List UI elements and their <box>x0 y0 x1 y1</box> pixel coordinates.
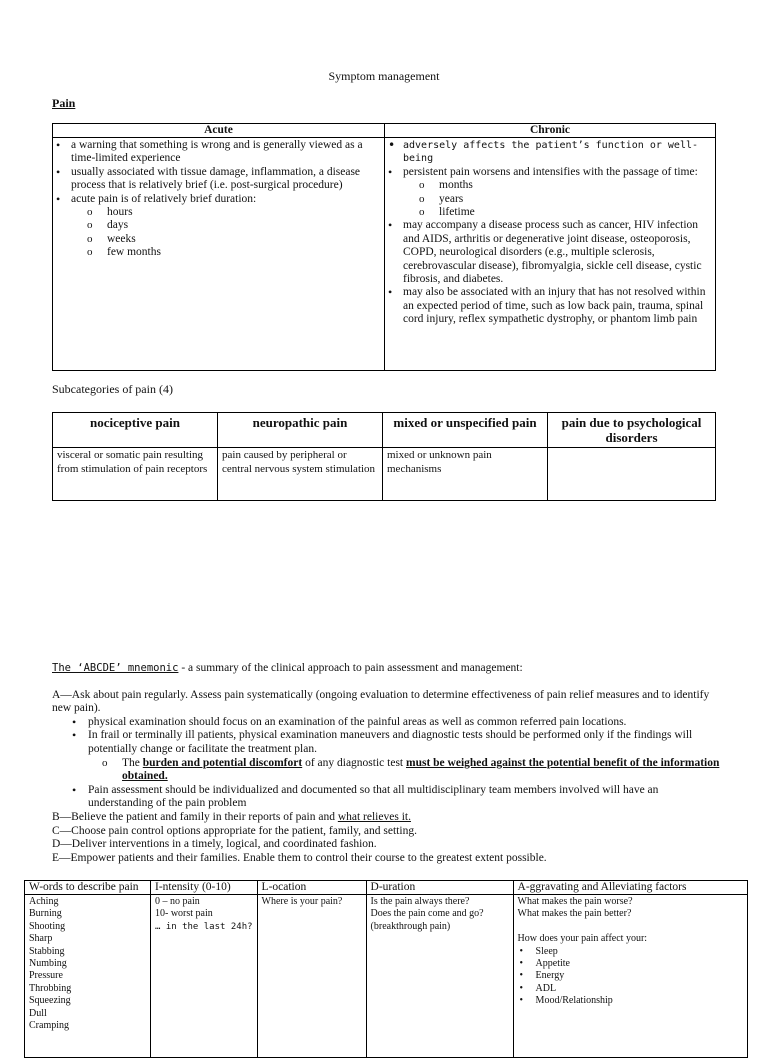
pain-heading: Pain <box>52 96 76 110</box>
pain-word: Cramping <box>29 1020 69 1032</box>
words-cell <box>25 895 151 1058</box>
chronic-bullet: • may accompany a disease process such as cancer, HIV infection and AIDS, arthritis or degenerative joint disease, osteoporosis, COPD, neurological disorders (e.g., multiple sclerosis, cerebrovascular disease), fibromyalgia, sickle cell disease, cystic fibrosis, and diabetes. <box>403 219 713 286</box>
acute-duration-item: o weeks <box>107 233 382 246</box>
abcde-a-subbullet <box>122 757 722 784</box>
pain-word: Squeezing <box>29 995 71 1007</box>
affect-item: • Sleep <box>536 946 743 958</box>
abcde-a-sub-text: The <box>122 756 143 769</box>
pain-word: Dull <box>29 1007 47 1019</box>
abcde-a-bullet <box>88 729 722 783</box>
acute-header: Acute <box>53 124 385 138</box>
chronic-duration-item: o lifetime <box>439 206 713 219</box>
pain-word: Stabbing <box>29 945 65 957</box>
duration-line: (breakthrough pain) <box>370 920 451 932</box>
page-title: Symptom management <box>328 69 440 83</box>
affect-question: How does your pain affect your: <box>517 933 648 945</box>
aggravating-line: What makes the pain worse? <box>517 896 633 907</box>
subcategory-header: mixed or unspecified pain <box>383 413 548 448</box>
subcategory-cell: pain caused by peripheral or central nervous system stimulation <box>218 448 383 501</box>
abcde-a-sub-text: of any diagnostic test <box>302 756 406 769</box>
abcde-a-bullet-text: In frail or terminally ill patients, physical examination maneuvers and diagnostic tests should be performed only if the findings will potentially change or facilitate the treatment plan. <box>88 729 693 755</box>
chronic-duration-intro: persistent pain worsens and intensifies with the passage of time: <box>403 165 698 178</box>
abcde-b <box>52 811 722 825</box>
acute-chronic-table <box>52 123 716 371</box>
subcategories-label: Subcategories of pain (4) <box>52 382 173 396</box>
abcde-a: A—Ask about pain regularly. Assess pain systematically (ongoing evaluation to determine effectiveness of pain relief measures and to identify new pain). <box>52 688 710 715</box>
chronic-duration-item: o years <box>439 193 713 206</box>
acute-duration-item: o few months <box>107 246 382 259</box>
affect-item: • Energy <box>536 970 743 982</box>
intensity-cell <box>151 895 258 1058</box>
subcategory-header: nociceptive pain <box>53 413 218 448</box>
acute-duration-intro: acute pain is of relatively brief duration: <box>71 192 257 205</box>
pain-word: Shooting <box>29 920 66 932</box>
abcde-a-sub-bold: burden and potential discomfort <box>142 756 303 769</box>
duration-line: Is the pain always there? <box>370 896 470 907</box>
abcde-intro-term: The ‘ABCDE’ mnemonic <box>52 662 179 674</box>
aggravating-cell <box>513 895 747 1058</box>
abcde-a-sub-bold: must be weighed against the potential benefit of the information obtained. <box>122 756 720 783</box>
acute-duration-item: o hours <box>107 206 382 219</box>
duration-cell <box>366 895 513 1058</box>
abcde-intro <box>52 662 722 676</box>
pain-word: Burning <box>29 908 62 920</box>
acute-bullet: • usually associated with tissue damage, inflammation, a disease process that is relatively brief (i.e. post-surgical procedure) <box>71 166 382 193</box>
pain-word: Numbing <box>29 958 67 970</box>
abcde-c: C—Choose pain control options appropriate for the patient, family, and setting. <box>52 824 417 837</box>
subcategory-header: pain due to psychological disorders <box>548 413 716 448</box>
location-line: Where is your pain? <box>261 896 343 907</box>
wildaa-table <box>24 880 748 1058</box>
pain-word: Sharp <box>29 933 53 945</box>
acute-bullet <box>71 193 382 260</box>
affect-item: • Appetite <box>536 958 743 970</box>
abcde-intro-rest: - a summary of the clinical approach to pain assessment and management: <box>178 662 523 674</box>
wildaa-header: D-uration <box>366 881 513 895</box>
subcategory-cell <box>548 448 716 501</box>
subcategory-cell: visceral or somatic pain resulting from stimulation of pain receptors <box>53 448 218 501</box>
wildaa-header: W-ords to describe pain <box>25 881 151 895</box>
pain-word: Throbbing <box>29 982 72 994</box>
wildaa-header: A-ggravating and Alleviating factors <box>513 881 747 895</box>
affect-item: • Mood/Relationship <box>536 995 743 1007</box>
subcategories-table <box>52 412 716 501</box>
abcde-a-bullet: • Pain assessment should be individualized and documented so that all multidisciplinary team members involved will have an understanding of the pain problem <box>88 784 722 811</box>
duration-line: Does the pain come and go? <box>370 908 484 920</box>
abcde-a-bullet: • physical examination should focus on an examination of the painful areas as well as common referred pain locations. <box>88 716 722 730</box>
chronic-duration-item: o months <box>439 179 713 192</box>
chronic-bullet <box>403 166 713 220</box>
chronic-cell <box>385 138 716 371</box>
wildaa-header: I-ntensity (0-10) <box>151 881 258 895</box>
intensity-line: 10- worst pain <box>155 908 213 920</box>
abcde-d: D—Deliver interventions in a timely, logical, and coordinated fashion. <box>52 838 377 851</box>
pain-word: Aching <box>29 896 59 907</box>
intensity-line: … in the last 24h? <box>155 921 253 932</box>
aggravating-line: What makes the pain better? <box>517 908 632 920</box>
chronic-header: Chronic <box>385 124 716 138</box>
location-cell <box>257 895 366 1058</box>
pain-word: Pressure <box>29 970 63 982</box>
abcde-b-underlined: what relieves it. <box>337 810 411 823</box>
chronic-bullet: • may also be associated with an injury that has not resolved within an expected period of time, such as low back pain, trauma, spinal cord injury, reflex sympathetic dystrophy, or phantom limb pain <box>403 286 713 326</box>
acute-bullet: • a warning that something is wrong and is generally viewed as a time-limited experience <box>71 139 382 166</box>
wildaa-header: L-ocation <box>257 881 366 895</box>
acute-cell <box>53 138 385 371</box>
abcde-e: E—Empower patients and their families. Enable them to control their course to the greatest extent possible. <box>52 851 547 864</box>
chronic-bullet: • adversely affects the patient’s function or well-being <box>403 139 713 166</box>
subcategory-cell: mixed or unknown pain mechanisms <box>383 448 548 501</box>
acute-duration-item: o days <box>107 219 382 232</box>
subcategory-header: neuropathic pain <box>218 413 383 448</box>
affect-item: • ADL <box>536 983 743 995</box>
abcde-section <box>52 662 722 865</box>
abcde-b-text: B—Believe the patient and family in their reports of pain and <box>52 810 338 823</box>
intensity-line: 0 – no pain <box>155 896 200 907</box>
